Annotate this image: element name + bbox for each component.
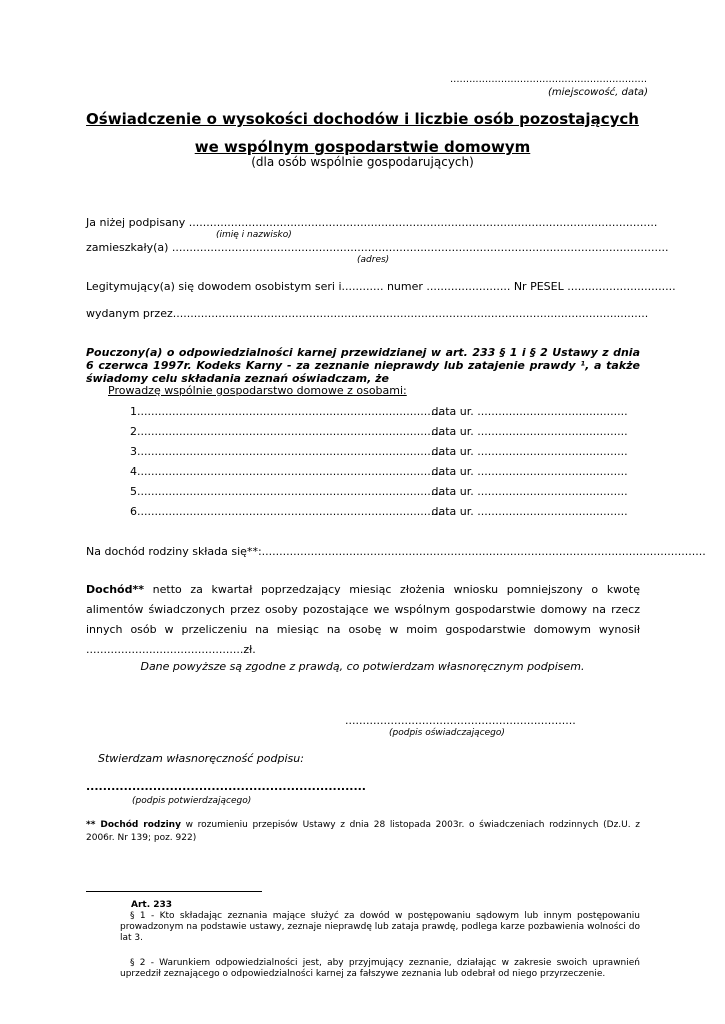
person-name-field[interactable]: 4....................................................................................... [130, 465, 442, 478]
family-income-definition [86, 819, 640, 845]
place-date-dots[interactable]: .............................................................. [450, 74, 648, 85]
household-person-row[interactable] [130, 485, 628, 498]
household-person-row[interactable] [130, 425, 628, 438]
footnote-paragraph-2: § 2 - Warunkiem odpowiedzialności jest, aby przyjmujący zeznanie, działając w zakresie swoich uprawnień uprzedził zeznającego o odpowiedzialności karnej za fałszywe zeznania lub odebrał od niego przyrzeczenie. [120, 958, 640, 979]
address-field[interactable]: zamieszkały(a) .............................................................................................................................................. [86, 241, 669, 254]
person-birthdate-field[interactable]: data ur. ........................................... [431, 425, 628, 438]
definition-text: w rozumieniu przepisów Ustawy z dnia 28 listopada 2003r. o świadczeniach rodzinnych (Dz.U. z 2006r. Nr 139; poz. 922) [86, 820, 640, 843]
person-name-field[interactable]: 5....................................................................................... [130, 485, 442, 498]
income-lead: Dochód** [86, 583, 144, 596]
income-text: netto za kwartał poprzedzający miesiąc złożenia wniosku pomniejszony o kwotę alimentów świadczonych przez osoby pozostające we wspólnym gospodarstwie domowy na rzecz innych osób w przeliczeniu na miesiąc na osobę w moim gospodarstwie domowym wynosił .............................................zł. [86, 583, 640, 656]
person-birthdate-field[interactable]: data ur. ........................................... [431, 505, 628, 518]
issued-by-field[interactable]: wydanym przez........................................................................................................................................ [86, 307, 649, 320]
household-person-row[interactable] [130, 445, 628, 458]
household-person-row[interactable] [130, 405, 628, 418]
person-name-field[interactable]: 6....................................................................................... [130, 505, 442, 518]
household-person-row[interactable] [130, 505, 628, 518]
person-birthdate-field[interactable]: data ur. ........................................... [431, 405, 628, 418]
person-birthdate-field[interactable]: data ur. ........................................... [431, 465, 628, 478]
person-name-field[interactable]: 1....................................................................................... [130, 405, 442, 418]
declarant-signature-label: (podpis oświadczającego) [389, 728, 505, 738]
truth-statement: Dane powyższe są zgodne z prawdą, co potwierdzam własnoręcznym podpisem. [140, 660, 585, 673]
footnote-separator [86, 891, 262, 892]
document-subtitle: (dla osób wspólnie gospodarujących) [251, 155, 474, 169]
person-birthdate-field[interactable]: data ur. ........................................... [431, 445, 628, 458]
criminal-liability-warning: Pouczony(a) o odpowiedzialności karnej przewidzianej w art. 233 § 1 i § 2 Ustawy z dnia 6 czerwca 1997r. Kodeks Karny - za zeznanie nieprawdy lub zatajenie prawdy ¹, a także świadomy celu składania zeznań oświadczam, że [86, 346, 640, 385]
income-declaration [86, 580, 640, 660]
footnote-paragraph-1: § 1 - Kto składając zeznania mające służyć za dowód w postępowaniu sądowym lub innym postępowaniu prowadzonym na podstawie ustawy, zeznaje nieprawdę lub zataja prawdę, podlega karze pozbawienia wolności do lat 3. [120, 911, 640, 943]
certify-signature-text: Stwierdzam własnoręczność podpisu: [98, 752, 304, 765]
document-title-line1: Oświadczenie o wysokości dochodów i liczbie osób pozostających [86, 110, 639, 128]
address-field-label: (adres) [357, 255, 390, 265]
person-name-field[interactable]: 2....................................................................................... [130, 425, 442, 438]
name-field-label: (imię i nazwisko) [216, 230, 292, 240]
certifier-signature-label: (podpis potwierdzającego) [132, 796, 252, 806]
household-intro: Prowadzę wspólnie gospodarstwo domowe z osobami: [108, 384, 407, 397]
document-title-line2: we wspólnym gospodarstwie domowym [194, 138, 531, 156]
id-document-field[interactable]: Legitymujący(a) się dowodem osobistym seri i............ numer ........................ Nr PESEL ............................... [86, 280, 676, 293]
place-date-label: (miejscowość, data) [548, 87, 648, 98]
footnote-article: Art. 233 [131, 900, 173, 910]
household-person-row[interactable] [130, 465, 628, 478]
person-name-field[interactable]: 3....................................................................................... [130, 445, 442, 458]
family-income-field[interactable]: Na dochód rodziny składa się**:............................................................................................................................... [86, 545, 706, 558]
declarant-signature-line[interactable]: .................................................................. [345, 714, 576, 727]
person-birthdate-field[interactable]: data ur. ........................................... [431, 485, 628, 498]
definition-lead: ** Dochód rodziny [86, 820, 181, 830]
certifier-signature-line[interactable]: ................................................................... [86, 780, 366, 793]
name-field[interactable]: Ja niżej podpisany ...................................................................................................................................... [86, 216, 658, 229]
